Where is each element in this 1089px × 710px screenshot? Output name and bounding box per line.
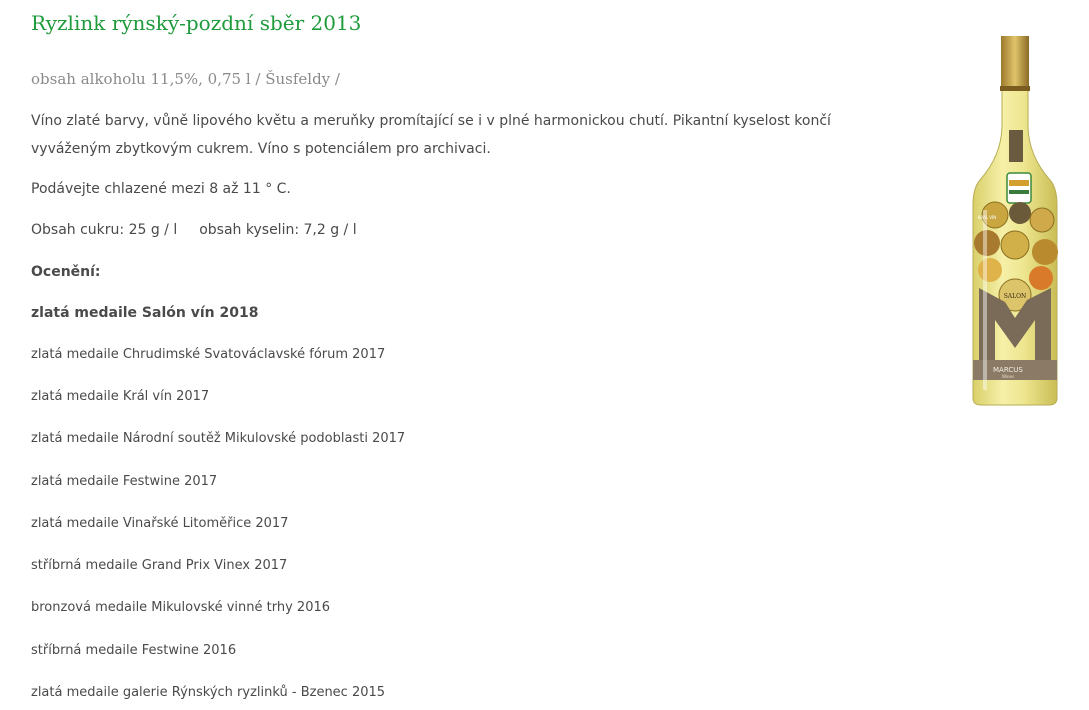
award-item: bronzová medaile Mikulovské vinné trhy 2016 [31,600,331,615]
kral-medal-text: KRÁL VÍN [977,215,997,220]
award-item: zlatá medaile Chrudimské Svatováclavské fórum 2017 [31,347,386,362]
award-item: zlatá medaile Festwine 2017 [31,474,218,489]
neck-sticker [1007,173,1031,203]
award-item: stříbrná medaile Grand Prix Vinex 2017 [31,558,288,573]
brand-name: MARCUS [993,366,1023,374]
sugar-content: Obsah cukru: 25 g / l [31,222,178,238]
medal-icon [1030,208,1054,232]
awards-heading: Ocenění: [31,264,101,280]
medal-icon [978,258,1002,282]
neck-label [1009,130,1023,162]
award-item: zlatá medaile Vinařské Litoměřice 2017 [31,516,289,531]
medal-icon [1001,231,1029,259]
award-item: zlatá medaile Národní soutěž Mikulovské podoblasti 2017 [31,431,406,446]
medal-icon [1029,266,1053,290]
wine-bottle-image [965,30,1065,410]
serving-temperature: Podávejte chlazené mezi 8 až 11 ° C. [31,181,291,197]
medal-icon [1032,239,1058,265]
wine-description: Víno zlaté barvy, vůně lipového květu a meruňky promítající se i v plné harmonickou chutí. Pikantní kyselost končí vyváženým zbytkovým cukrem. Víno s potenciálem pro archivaci. [31,113,831,157]
acidity-content: obsah kyselin: 7,2 g / l [199,222,357,238]
salon-medal-text: SALON [1003,293,1027,300]
page-title: Ryzlink rýnský-pozdní sběr 2013 [31,11,362,35]
award-item: zlatá medaile Král vín 2017 [31,389,210,404]
medal-icon [1009,202,1031,224]
wine-parameters [31,222,357,238]
award-item: zlatá medaile Salón vín 2018 [31,305,259,321]
brand-sub: Wines [1002,374,1015,379]
award-item: zlatá medaile galerie Rýnských ryzlinků - Bzenec 2015 [31,685,386,700]
award-item: stříbrná medaile Festwine 2016 [31,643,237,658]
wine-subtitle: obsah alkoholu 11,5%, 0,75 l / Šusfeldy / [31,70,340,88]
